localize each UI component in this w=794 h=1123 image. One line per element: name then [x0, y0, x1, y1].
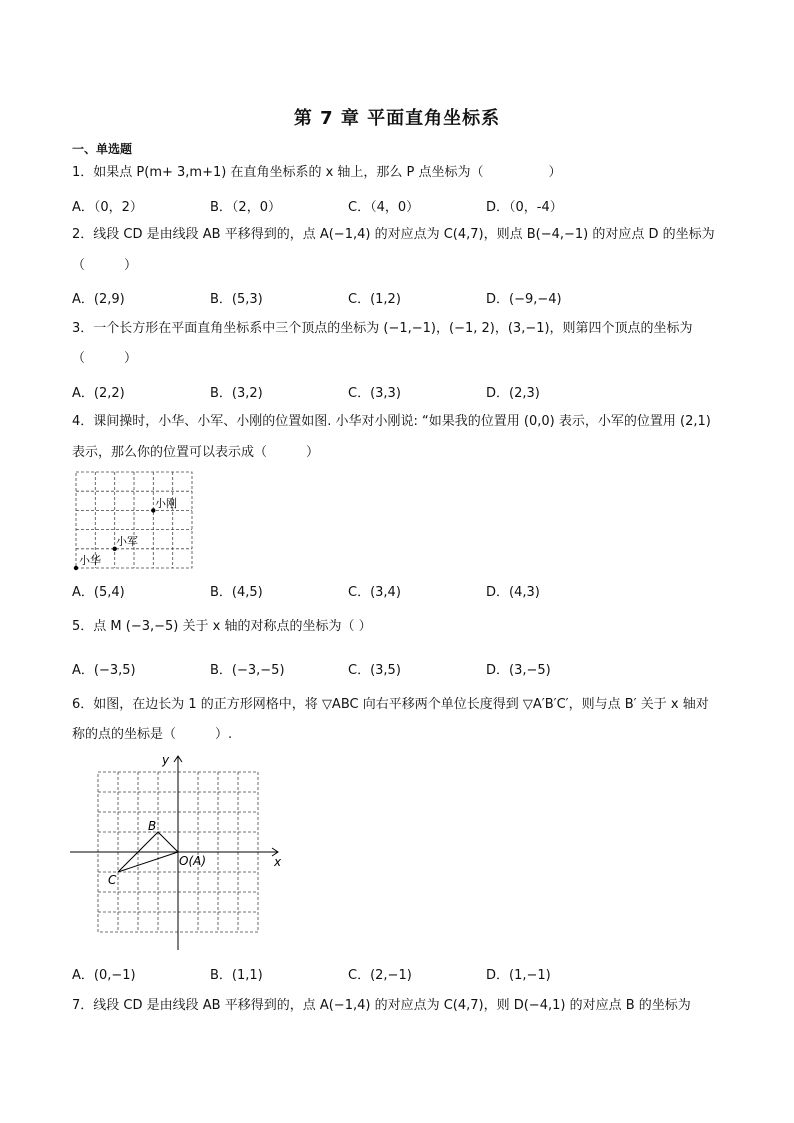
option-a[interactable]: A．（0，2） — [72, 200, 143, 215]
playground-grid-figure — [70, 466, 200, 574]
point-b-label: B — [148, 819, 157, 833]
option-d[interactable]: D．(2,3) — [486, 386, 540, 401]
section-heading: 一、单选题 — [72, 142, 133, 156]
question-2-text-line2: （ ） — [72, 258, 138, 273]
option-a[interactable]: A．(0,−1) — [72, 968, 136, 983]
question-6-text-line1: 6．如图，在边长为 1 的正方形网格中，将 ▽ABC 向右平移两个单位长度得到 ▽A′B′C′，则与点 B′ 关于 x 轴对 — [72, 697, 709, 712]
option-b[interactable]: B．(1,1) — [210, 968, 263, 983]
option-d[interactable]: D．（0，-4） — [486, 200, 563, 215]
option-d[interactable]: D．(1,−1) — [486, 968, 551, 983]
option-d[interactable]: D．(4,3) — [486, 585, 540, 600]
question-5-options — [72, 659, 732, 677]
coordinate-grid-figure — [66, 752, 291, 954]
option-c[interactable]: C．(2,−1) — [348, 968, 412, 983]
xiaohua-label: 小华 — [79, 554, 101, 567]
option-c[interactable]: C．（4，0） — [348, 200, 420, 215]
question-3-text-line2: （ ） — [72, 351, 138, 366]
question-3-options — [72, 382, 732, 400]
option-a[interactable]: A．(5,4) — [72, 585, 125, 600]
question-1-text: 1．如果点 P(m+ 3,m+1) 在直角坐标系的 x 轴上，那么 P 点坐标为（ ） — [72, 165, 562, 180]
question-4-text-line2: 表示，那么你的位置可以表示成（ ） — [72, 445, 320, 460]
point-c-label: C — [108, 873, 117, 887]
question-6-text-line2: 称的点的坐标是（ ）. — [72, 727, 233, 742]
option-c[interactable]: C．(3,3) — [348, 386, 401, 401]
option-d[interactable]: D．(3,−5) — [486, 663, 551, 678]
option-a[interactable]: A．(2,2) — [72, 386, 125, 401]
question-1-options — [72, 196, 732, 214]
y-axis-label: y — [162, 753, 170, 767]
option-b[interactable]: B．(−3,−5) — [210, 663, 285, 678]
option-b[interactable]: B．(5,3) — [210, 292, 263, 307]
xiaogang-label: 小刚 — [155, 497, 177, 510]
option-c[interactable]: C．(1,2) — [348, 292, 401, 307]
option-a[interactable]: A．(−3,5) — [72, 663, 136, 678]
option-b[interactable]: B．(3,2) — [210, 386, 263, 401]
option-b[interactable]: B．(4,5) — [210, 585, 263, 600]
option-c[interactable]: C．(3,5) — [348, 663, 401, 678]
question-3-text-line1: 3．一个长方形在平面直角坐标系中三个顶点的坐标为 (−1,−1)，(−1, 2)，(3,−1)，则第四个顶点的坐标为 — [72, 321, 693, 336]
option-a[interactable]: A．(2,9) — [72, 292, 125, 307]
question-6-options — [72, 964, 732, 982]
option-b[interactable]: B．（2，0） — [210, 200, 281, 215]
question-7-text: 7．线段 CD 是由线段 AB 平移得到的，点 A(−1,4) 的对应点为 C(4,7)，则 D(−4,1) 的对应点 B 的坐标为 — [72, 998, 691, 1013]
question-5-text: 5．点 M (−3,−5) 关于 x 轴的对称点的坐标为（ ） — [72, 619, 372, 634]
point-o-label: O(A) — [179, 854, 207, 868]
question-4-options — [72, 581, 732, 599]
page-title: 第 7 章 平面直角坐标系 — [293, 108, 501, 129]
x-axis-label: x — [274, 855, 282, 869]
question-4-text-line1: 4．课间操时，小华、小军、小刚的位置如图. 小华对小刚说: “如果我的位置用 (0,0) 表示，小军的位置用 (2,1) — [72, 414, 711, 429]
question-2-text-line1: 2．线段 CD 是由线段 AB 平移得到的，点 A(−1,4) 的对应点为 C(4,7)，则点 B(−4,−1) 的对应点 D 的坐标为 — [72, 227, 715, 242]
xiaohua-point — [74, 566, 78, 570]
question-2-options — [72, 288, 732, 306]
option-d[interactable]: D．(−9,−4) — [486, 292, 562, 307]
xiaojun-label: 小军 — [116, 535, 138, 548]
option-c[interactable]: C．(3,4) — [348, 585, 401, 600]
